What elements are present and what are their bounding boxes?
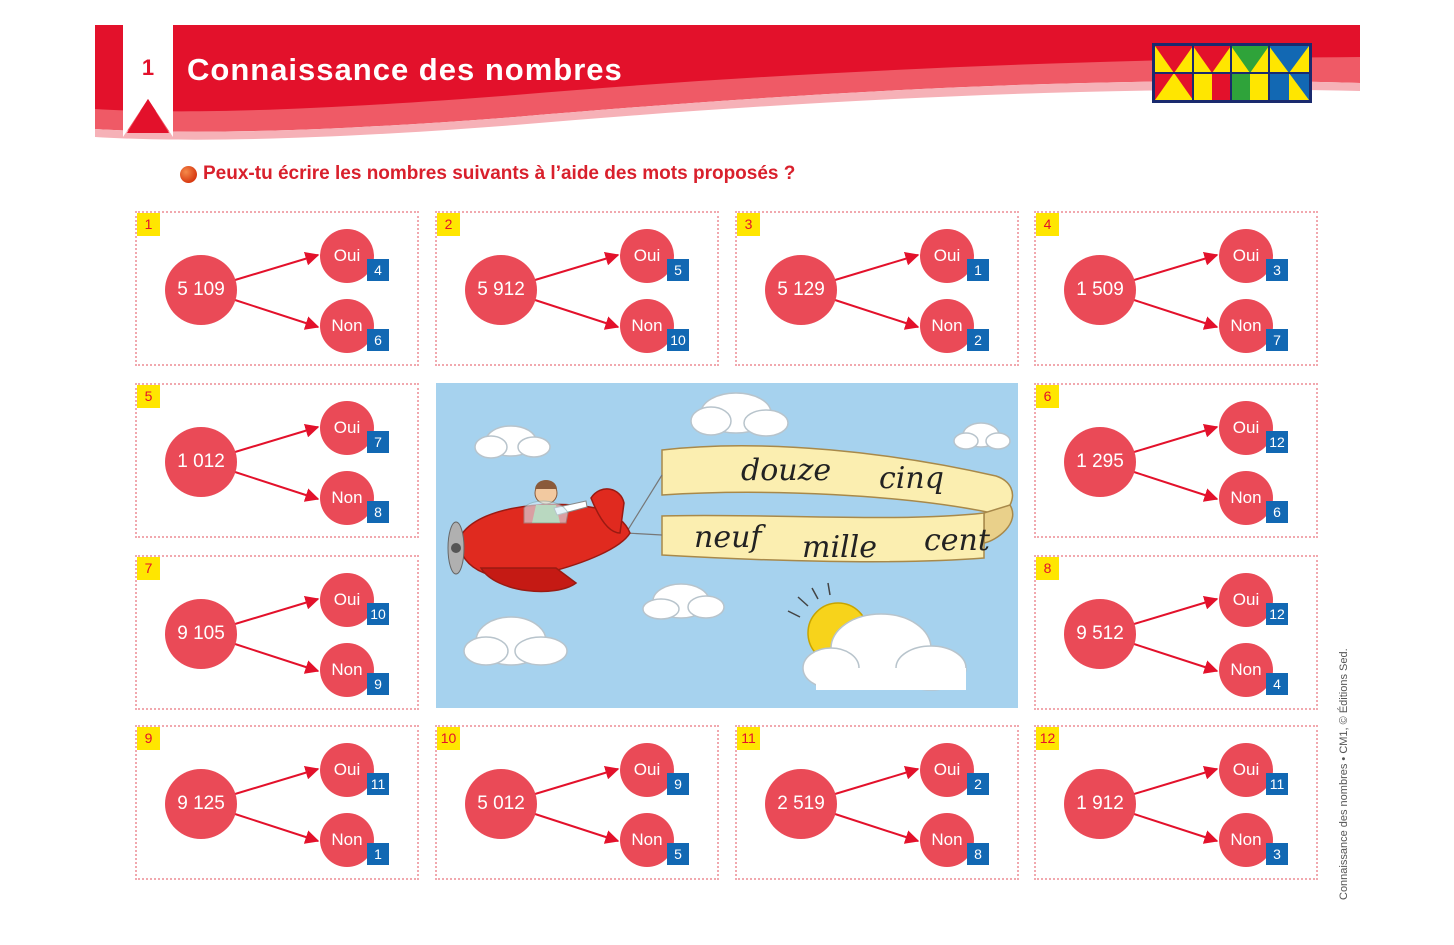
airplane-illustration xyxy=(436,383,1018,708)
oui-option[interactable]: Oui xyxy=(320,573,374,627)
oui-goto-badge: 1 xyxy=(967,259,989,281)
non-goto-badge: 5 xyxy=(667,843,689,865)
oui-goto-badge: 11 xyxy=(367,773,389,795)
page-title: Connaissance des nombres xyxy=(187,52,623,87)
card-number: 1 xyxy=(137,213,160,236)
oui-option[interactable]: Oui xyxy=(320,743,374,797)
banner-word: cinq xyxy=(879,461,944,496)
non-goto-badge: 3 xyxy=(1266,843,1288,865)
number-bubble: 9 105 xyxy=(165,599,237,669)
number-bubble: 9 512 xyxy=(1064,599,1136,669)
oui-option[interactable]: Oui xyxy=(620,743,674,797)
chapter-tab xyxy=(123,25,173,137)
number-bubble: 1 295 xyxy=(1064,427,1136,497)
number-bubble: 1 012 xyxy=(165,427,237,497)
non-option[interactable]: Non xyxy=(320,813,374,867)
oui-goto-badge: 7 xyxy=(367,431,389,453)
non-goto-badge: 4 xyxy=(1266,673,1288,695)
exercise-card xyxy=(1034,383,1318,538)
oui-option[interactable]: Oui xyxy=(1219,743,1273,797)
non-goto-badge: 7 xyxy=(1266,329,1288,351)
card-number: 6 xyxy=(1036,385,1059,408)
oui-option[interactable]: Oui xyxy=(1219,573,1273,627)
exercise-card xyxy=(735,725,1019,880)
non-goto-badge: 10 xyxy=(667,329,689,351)
oui-option[interactable]: Oui xyxy=(320,229,374,283)
oui-option[interactable]: Oui xyxy=(620,229,674,283)
card-number: 11 xyxy=(737,727,760,750)
oui-goto-badge: 4 xyxy=(367,259,389,281)
non-option[interactable]: Non xyxy=(1219,813,1273,867)
oui-goto-badge: 12 xyxy=(1266,603,1288,625)
number-bubble: 5 129 xyxy=(765,255,837,325)
oui-option[interactable]: Oui xyxy=(1219,401,1273,455)
number-bubble: 9 125 xyxy=(165,769,237,839)
oui-option[interactable]: Oui xyxy=(320,401,374,455)
oui-goto-badge: 3 xyxy=(1266,259,1288,281)
card-number: 2 xyxy=(437,213,460,236)
banner-word: cent xyxy=(924,523,990,558)
cloud-icon xyxy=(691,393,788,436)
oui-goto-badge: 5 xyxy=(667,259,689,281)
exercise-card xyxy=(435,725,719,880)
exercise-card xyxy=(135,555,419,710)
non-option[interactable]: Non xyxy=(620,813,674,867)
oui-goto-badge: 12 xyxy=(1266,431,1288,453)
exercise-card xyxy=(1034,555,1318,710)
cloud-icon xyxy=(475,426,550,458)
oui-goto-badge: 11 xyxy=(1266,773,1288,795)
oui-option[interactable]: Oui xyxy=(920,743,974,797)
cloud-icon xyxy=(954,423,1010,449)
non-goto-badge: 8 xyxy=(367,501,389,523)
number-bubble: 1 509 xyxy=(1064,255,1136,325)
cloud-icon xyxy=(643,584,724,619)
non-option[interactable]: Non xyxy=(1219,471,1273,525)
exercise-card xyxy=(135,725,419,880)
non-goto-badge: 2 xyxy=(967,329,989,351)
card-number: 9 xyxy=(137,727,160,750)
chapter-number: 1 xyxy=(141,55,155,80)
non-goto-badge: 9 xyxy=(367,673,389,695)
non-option[interactable]: Non xyxy=(320,471,374,525)
card-number: 5 xyxy=(137,385,160,408)
number-bubble: 5 109 xyxy=(165,255,237,325)
non-option[interactable]: Non xyxy=(920,813,974,867)
card-number: 4 xyxy=(1036,213,1059,236)
non-option[interactable]: Non xyxy=(320,643,374,697)
oui-goto-badge: 9 xyxy=(667,773,689,795)
logo-icon xyxy=(1152,43,1312,103)
oui-option[interactable]: Oui xyxy=(1219,229,1273,283)
oui-goto-badge: 10 xyxy=(367,603,389,625)
non-option[interactable]: Non xyxy=(320,299,374,353)
exercise-card xyxy=(135,211,419,366)
exercise-card xyxy=(135,383,419,538)
number-bubble: 1 912 xyxy=(1064,769,1136,839)
exercise-card xyxy=(1034,211,1318,366)
exercise-card xyxy=(435,211,719,366)
banner-word: neuf xyxy=(694,520,762,555)
airplane-icon xyxy=(448,480,630,591)
non-option[interactable]: Non xyxy=(620,299,674,353)
card-number: 3 xyxy=(737,213,760,236)
exercise-card xyxy=(735,211,1019,366)
banner-word: douze xyxy=(741,453,832,488)
oui-goto-badge: 2 xyxy=(967,773,989,795)
non-goto-badge: 6 xyxy=(367,329,389,351)
non-goto-badge: 8 xyxy=(967,843,989,865)
non-goto-badge: 1 xyxy=(367,843,389,865)
instruction-text: Peux-tu écrire les nombres suivants à l’aide des mots proposés ? xyxy=(203,163,796,184)
card-number: 10 xyxy=(437,727,460,750)
non-option[interactable]: Non xyxy=(1219,643,1273,697)
oui-option[interactable]: Oui xyxy=(920,229,974,283)
exercise-card xyxy=(1034,725,1318,880)
bullet-icon xyxy=(180,166,197,183)
cloud-icon xyxy=(464,617,567,665)
number-bubble: 5 012 xyxy=(465,769,537,839)
card-number: 7 xyxy=(137,557,160,580)
number-bubble: 2 519 xyxy=(765,769,837,839)
instruction xyxy=(180,163,795,185)
banner-word: mille xyxy=(802,530,877,565)
card-number: 8 xyxy=(1036,557,1059,580)
card-number: 12 xyxy=(1036,727,1059,750)
non-goto-badge: 6 xyxy=(1266,501,1288,523)
non-option[interactable]: Non xyxy=(920,299,974,353)
number-bubble: 5 912 xyxy=(465,255,537,325)
non-option[interactable]: Non xyxy=(1219,299,1273,353)
credit-text: Connaissance des nombres • CM1, © Éditions Sed. xyxy=(1338,648,1350,900)
